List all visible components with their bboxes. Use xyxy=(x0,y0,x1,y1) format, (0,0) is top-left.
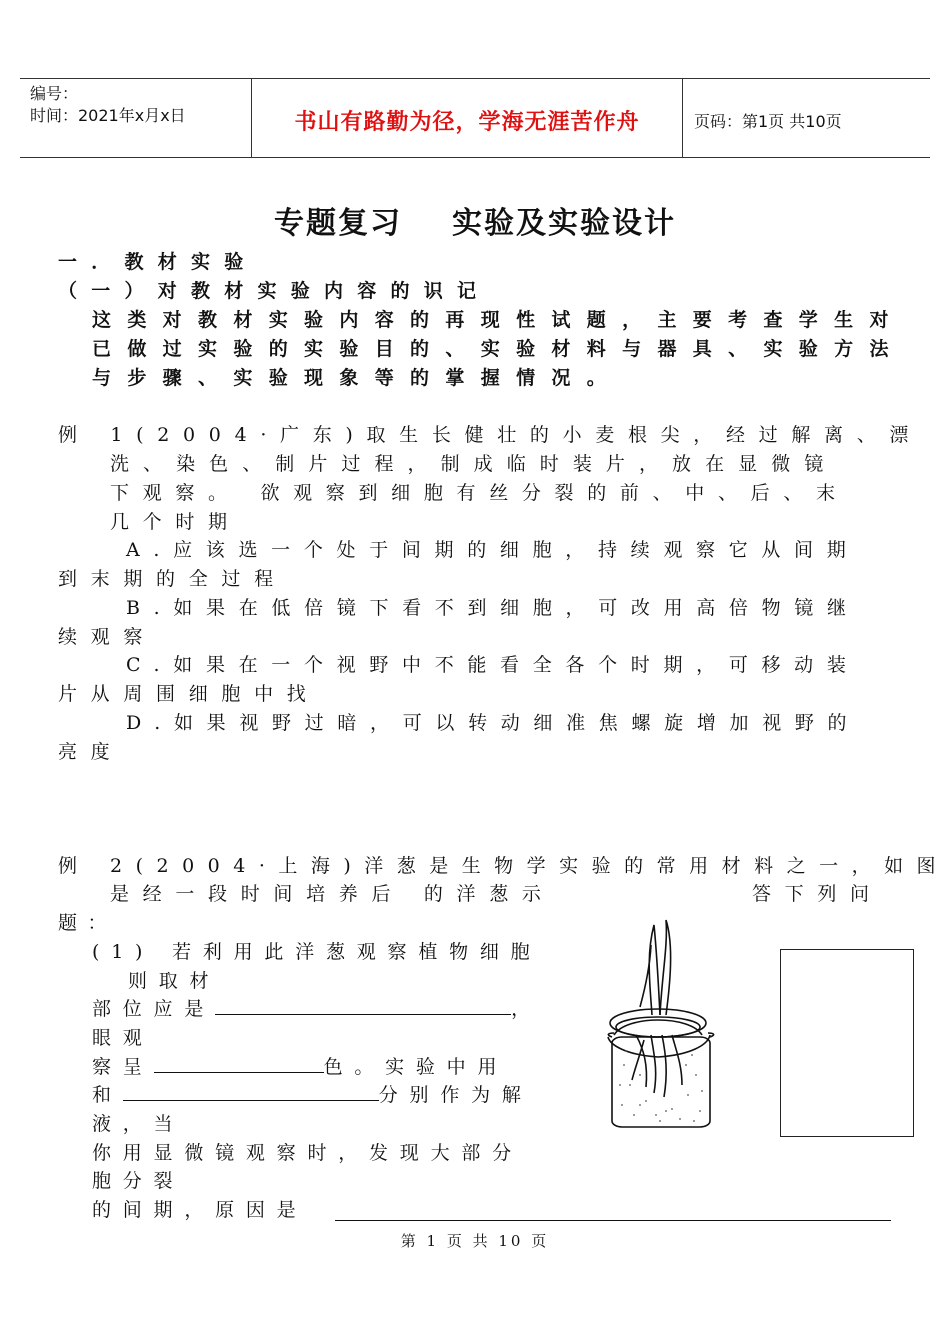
title-part1: 专题复习 xyxy=(274,206,402,241)
section-heading: 一．教材实验 xyxy=(58,251,258,273)
intro-line: 已做过实验的实验目的、实验材料与器具、实验方法 xyxy=(92,338,905,360)
option-c-cont: 片从周围细胞中找 xyxy=(58,683,320,705)
question1-line xyxy=(92,995,542,1023)
onion-figure xyxy=(596,915,736,1135)
answer-blank[interactable] xyxy=(335,1202,891,1221)
question1-line: 眼观 xyxy=(92,1027,154,1049)
example1-line: 洗、染色、制片过程，制成临时装片，放在显微镜 xyxy=(110,453,838,475)
option-d-cont: 亮度 xyxy=(58,741,124,763)
doc-number-label: 编号： xyxy=(30,84,79,103)
question1-line: 则取材 xyxy=(128,970,221,992)
question1-line xyxy=(92,1053,508,1081)
question1-text: 的间期，原因是 xyxy=(92,1199,308,1221)
option-c: C.如果在一个视野中不能看全各个时期，可移动装 xyxy=(126,654,860,676)
header-divider xyxy=(682,79,683,157)
option-a: A.应该选一个处于间期的细胞，持续观察它从间期 xyxy=(126,539,860,561)
example2-line: 例 2(2004·上海)洋葱是生物学实验的常用材料之一，如图 xyxy=(58,855,950,877)
answer-box xyxy=(780,949,914,1137)
option-a-cont: 到末期的全过程 xyxy=(58,568,287,590)
question1-text: ， xyxy=(511,998,542,1020)
option-b: B.如果在低倍镜下看不到细胞，可改用高倍物镜继 xyxy=(126,597,860,619)
answer-blank[interactable] xyxy=(123,1082,379,1101)
option-d: D.如果视野过暗，可以转动细准焦螺旋增加视野的 xyxy=(126,712,861,734)
question1-line: 你用显微镜观察时，发现大部分 xyxy=(92,1142,523,1164)
question1-line xyxy=(92,1081,533,1109)
option-b-cont: 续观察 xyxy=(58,626,157,648)
example1-line: 几个时期 xyxy=(110,511,241,533)
header-meta xyxy=(30,83,186,127)
example2-line: 答下列问 xyxy=(752,883,883,905)
question1-text: 察呈 xyxy=(92,1056,154,1078)
page-title xyxy=(0,198,950,242)
intro-line: 这类对教材实验内容的再现性试题，主要考查学生对 xyxy=(92,309,905,331)
intro-line: 与步骤、实验现象等的掌握情况。 xyxy=(92,367,623,389)
example2-line: 题： xyxy=(58,912,117,934)
motto-text: 书山有路勤为径，学海无涯苦作舟 xyxy=(294,110,640,135)
example2-line: 是经一段时间培养后 的洋葱示 xyxy=(110,883,555,905)
header-table xyxy=(20,78,930,158)
page-footer: 第 1 页 共 10 页 xyxy=(400,1232,550,1250)
page-info: 页码：第1页 共10页 xyxy=(694,112,842,131)
answer-blank[interactable] xyxy=(154,1054,324,1073)
question1-line: (1) 若利用此洋葱观察植物细胞 xyxy=(92,941,542,963)
question1-text: 和 xyxy=(92,1084,123,1106)
subsection-heading: （一）对教材实验内容的识记 xyxy=(58,280,491,302)
example1-line: 例 1(2004·广东)取生长健壮的小麦根尖，经过解离、漂 xyxy=(58,424,923,446)
question1-line xyxy=(92,1196,307,1224)
answer-blank[interactable] xyxy=(215,996,511,1015)
question1-line: 液，当 xyxy=(92,1113,185,1135)
question1-text: 分别作为解 xyxy=(378,1084,533,1106)
question1-line: 胞分裂 xyxy=(92,1170,185,1192)
title-part2: 实验及实验设计 xyxy=(452,206,676,241)
example1-line: 下观察。 欲观察到细胞有丝分裂的前、中、后、末 xyxy=(110,482,849,504)
doc-time-label: 时间：2021年x月x日 xyxy=(30,106,186,125)
question1-text: 部位应是 xyxy=(92,998,216,1020)
question1-text: 色。实验中用 xyxy=(323,1056,509,1078)
